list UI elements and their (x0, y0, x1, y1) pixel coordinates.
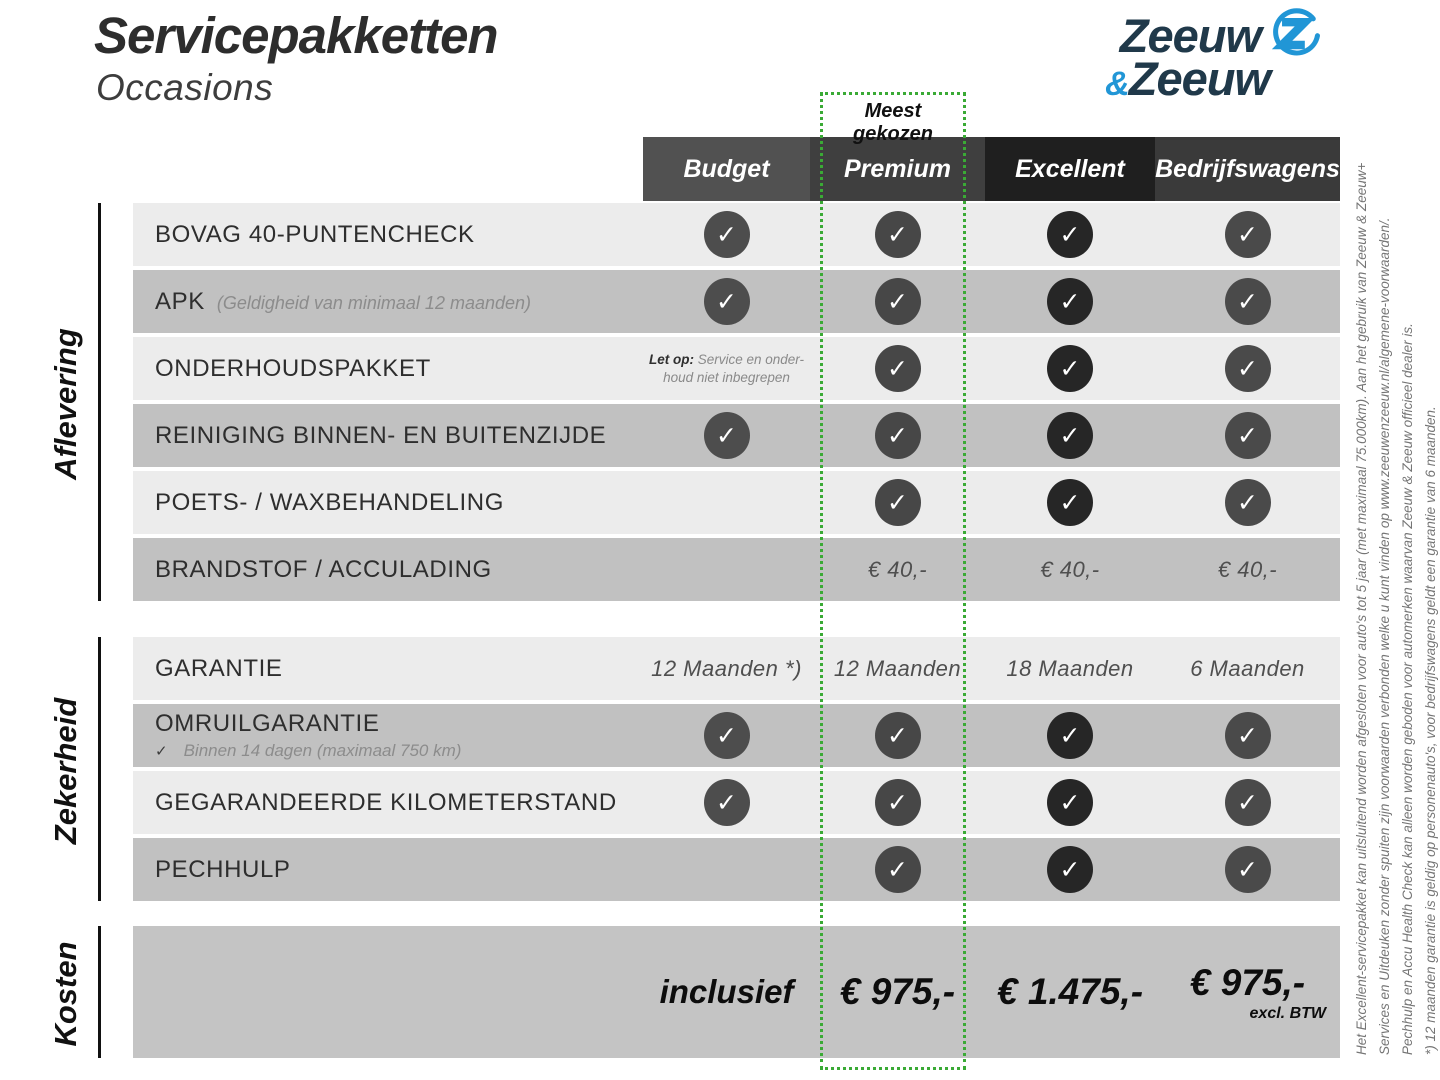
table-cell-budget (643, 471, 810, 534)
table-cell-budget (643, 838, 810, 901)
check-icon: ✓ (875, 846, 921, 893)
check-icon: ✓ (875, 712, 921, 759)
zeeuw-en-zeeuw-logo (1105, 8, 1322, 106)
table-cell-premium (810, 637, 985, 700)
table-cell-excellent (985, 471, 1155, 534)
cell-value: 12 Maanden (833, 655, 962, 681)
check-icon: ✓ (1047, 779, 1093, 826)
table-cell-bedrijfswagens (1155, 270, 1340, 333)
logo-word-top: Zeeuw (1119, 9, 1261, 62)
row-label-line (155, 710, 461, 738)
table-cell-excellent (985, 203, 1155, 266)
kosten-value: € 975,- (839, 971, 956, 1012)
table-row (133, 404, 1340, 467)
check-icon: ✓ (875, 345, 921, 392)
cell-value: 12 Maanden *) (651, 655, 802, 681)
table-cell-bedrijfswagens (1155, 471, 1340, 534)
row-label (155, 203, 475, 266)
check-icon: ✓ (875, 211, 921, 258)
row-label-line (155, 221, 475, 249)
fineprint-line: *) 12 maanden garantie is geldig op personenauto's, voor bedrijfswagens geldt een garantie van 6 maanden. (1423, 406, 1438, 1055)
row-sublabel-text: Binnen 14 dagen (maximaal 750 km) (183, 741, 462, 760)
check-icon: ✓ (1047, 345, 1093, 392)
cell-value: 6 Maanden (1190, 655, 1305, 681)
row-label-text: REINIGING BINNEN- EN BUITENZIJDE (155, 421, 607, 449)
check-icon: ✓ (1225, 846, 1271, 893)
check-icon: ✓ (1225, 345, 1271, 392)
row-label-text: PECHHULP (155, 855, 291, 883)
table-cell-premium (810, 704, 985, 767)
table-row (133, 771, 1340, 834)
kosten-value: € 1.475,- (996, 971, 1144, 1012)
kosten-cell-excellent (985, 926, 1155, 1058)
table-cell-premium (810, 838, 985, 901)
table-cell-excellent (985, 771, 1155, 834)
row-label (155, 471, 504, 534)
table-cell-excellent (985, 337, 1155, 400)
table-cell-excellent (985, 270, 1155, 333)
check-icon: ✓ (704, 779, 750, 826)
check-icon: ✓ (1047, 712, 1093, 759)
table-row (133, 838, 1340, 901)
table-cell-bedrijfswagens (1155, 704, 1340, 767)
check-icon: ✓ (875, 412, 921, 459)
section-line-aflevering (98, 203, 101, 601)
check-icon: ✓ (875, 779, 921, 826)
fineprint-line: Het Excellent-servicepakket kan uitsluitend worden afgesloten voor auto's tot 5 jaar (met maximaal 75.000km). Aan het gebruik van Zeeuw & Zeeuw+ (1354, 162, 1369, 1055)
table-cell-budget (643, 637, 810, 700)
row-label-line (155, 556, 492, 584)
check-icon: ✓ (704, 412, 750, 459)
check-icon: ✓ (875, 479, 921, 526)
row-label (155, 337, 431, 400)
cell-value: € 40,- (1217, 556, 1278, 582)
table-row (133, 538, 1340, 601)
row-label-note: (Geldigheid van minimaal 12 maanden) (216, 292, 532, 313)
table-cell-premium (810, 471, 985, 534)
table-cell-bedrijfswagens (1155, 838, 1340, 901)
table-cell-premium (810, 538, 985, 601)
check-icon: ✓ (1225, 779, 1271, 826)
table-cell-bedrijfswagens (1155, 538, 1340, 601)
kosten-note: excl. BTW (1249, 1004, 1326, 1022)
fineprint-line: Services en Uitdeuken zonder spuiten zijn voorwaarden verbonden welke u kunt vinden op www.zeeuwenzeeuw.nl/algemene-voorwaarden/. (1377, 217, 1392, 1055)
table-cell-budget (643, 337, 810, 400)
check-icon: ✓ (1225, 479, 1271, 526)
table-cell-bedrijfswagens (1155, 337, 1340, 400)
cell-value: € 40,- (867, 556, 928, 582)
table-cell-budget (643, 270, 810, 333)
cell-note-line-1: Let op: Service en onder- (648, 351, 805, 367)
kosten-cell-premium (810, 926, 985, 1058)
table-cell-budget (643, 203, 810, 266)
row-label-text: OMRUILGARANTIE (155, 710, 380, 737)
kosten-cell-budget (643, 926, 810, 1058)
check-icon: ✓ (1047, 479, 1093, 526)
table-cell-premium (810, 270, 985, 333)
check-icon: ✓ (875, 278, 921, 325)
row-label-line (155, 422, 606, 450)
table-row (133, 270, 1340, 333)
page-subtitle: Occasions (96, 67, 274, 108)
table-cell-excellent (985, 704, 1155, 767)
check-icon: ✓ (1047, 846, 1093, 893)
table-row (133, 471, 1340, 534)
kosten-value: inclusief (659, 973, 794, 1010)
page-title: Servicepakketten (94, 7, 498, 64)
section-label-aflevering: Aflevering (48, 328, 83, 480)
table-row (133, 337, 1340, 400)
column-header-premium: Premium (810, 137, 985, 201)
table-cell-bedrijfswagens (1155, 771, 1340, 834)
row-label (155, 270, 531, 333)
row-label-text: GARANTIE (155, 654, 283, 682)
table-cell-premium (810, 337, 985, 400)
row-sublabel (155, 741, 461, 761)
row-label (155, 838, 291, 901)
row-label-line (155, 789, 617, 817)
table-cell-bedrijfswagens (1155, 203, 1340, 266)
row-label (155, 771, 617, 834)
section-label-zekerheid: Zekerheid (48, 697, 83, 845)
check-icon: ✓ (1225, 278, 1271, 325)
check-icon: ✓ (1225, 412, 1271, 459)
cell-note (649, 351, 804, 386)
small-check-icon: ✓ (155, 742, 168, 760)
row-label-line (155, 856, 291, 884)
kosten-row (133, 926, 1340, 1058)
most-chosen-label: Meest gekozen (852, 100, 934, 145)
check-icon: ✓ (1225, 712, 1271, 759)
table-row (133, 203, 1340, 266)
cell-value: 18 Maanden (1006, 655, 1134, 681)
cell-note-lead: Let op: (648, 351, 694, 367)
kosten-value: € 975,- (1189, 961, 1306, 1003)
fineprint-line: Pechhulp en Accu Health Check kan alleen worden geboden voor automerken waarvan Zeeuw & Zeeuw officieel dealer is. (1400, 323, 1415, 1055)
section-line-zekerheid (98, 637, 101, 901)
row-label-line (155, 355, 431, 383)
logo-ampersand: & (1105, 65, 1129, 103)
table-cell-excellent (985, 404, 1155, 467)
row-label-line (155, 655, 282, 683)
check-icon: ✓ (704, 211, 750, 258)
row-label-line (155, 288, 531, 316)
table-cell-premium (810, 771, 985, 834)
title-block (94, 6, 498, 109)
cell-value: € 40,- (1040, 556, 1100, 582)
section-line-kosten (98, 926, 101, 1058)
table-cell-excellent (985, 637, 1155, 700)
table-cell-excellent (985, 538, 1155, 601)
table-cell-budget (643, 404, 810, 467)
row-label-text: BRANDSTOF / ACCULADING (155, 555, 492, 583)
table-cell-budget (643, 704, 810, 767)
table-cell-budget (643, 771, 810, 834)
row-label-line (155, 489, 504, 517)
row-label (155, 538, 492, 601)
table-cell-excellent (985, 838, 1155, 901)
table-cell-premium (810, 404, 985, 467)
check-icon: ✓ (1047, 211, 1093, 258)
logo-word-bottom: Zeeuw (1128, 52, 1270, 105)
check-icon: ✓ (704, 278, 750, 325)
table-cell-premium (810, 203, 985, 266)
section-label-kosten: Kosten (48, 941, 83, 1047)
row-label (155, 637, 282, 700)
logo-z-swoosh-icon (1264, 7, 1322, 61)
check-icon: ✓ (1047, 278, 1093, 325)
row-label-text: BOVAG 40-PUNTENCHECK (155, 220, 475, 248)
row-label-text: GEGARANDEERDE KILOMETERSTAND (155, 788, 617, 816)
table-row (133, 704, 1340, 767)
row-label (155, 704, 461, 767)
table-cell-bedrijfswagens (1155, 637, 1340, 700)
column-header-budget: Budget (643, 137, 810, 201)
check-icon: ✓ (704, 712, 750, 759)
row-label-text: POETS- / WAXBEHANDELING (155, 488, 504, 516)
column-header-bedrijfswagens: Bedrijfswagens (1155, 137, 1340, 201)
row-label (155, 404, 606, 467)
row-label-text: APK (155, 287, 205, 315)
table-cell-budget (643, 538, 810, 601)
table-row (133, 637, 1340, 700)
check-icon: ✓ (1225, 211, 1271, 258)
cell-note-line-2: houd niet inbegrepen (663, 369, 790, 385)
kosten-cell-bedrijfswagens (1155, 926, 1340, 1058)
check-icon: ✓ (1047, 412, 1093, 459)
column-header-excellent: Excellent (985, 137, 1155, 201)
table-cell-bedrijfswagens (1155, 404, 1340, 467)
row-label-text: ONDERHOUDSPAKKET (155, 354, 431, 382)
